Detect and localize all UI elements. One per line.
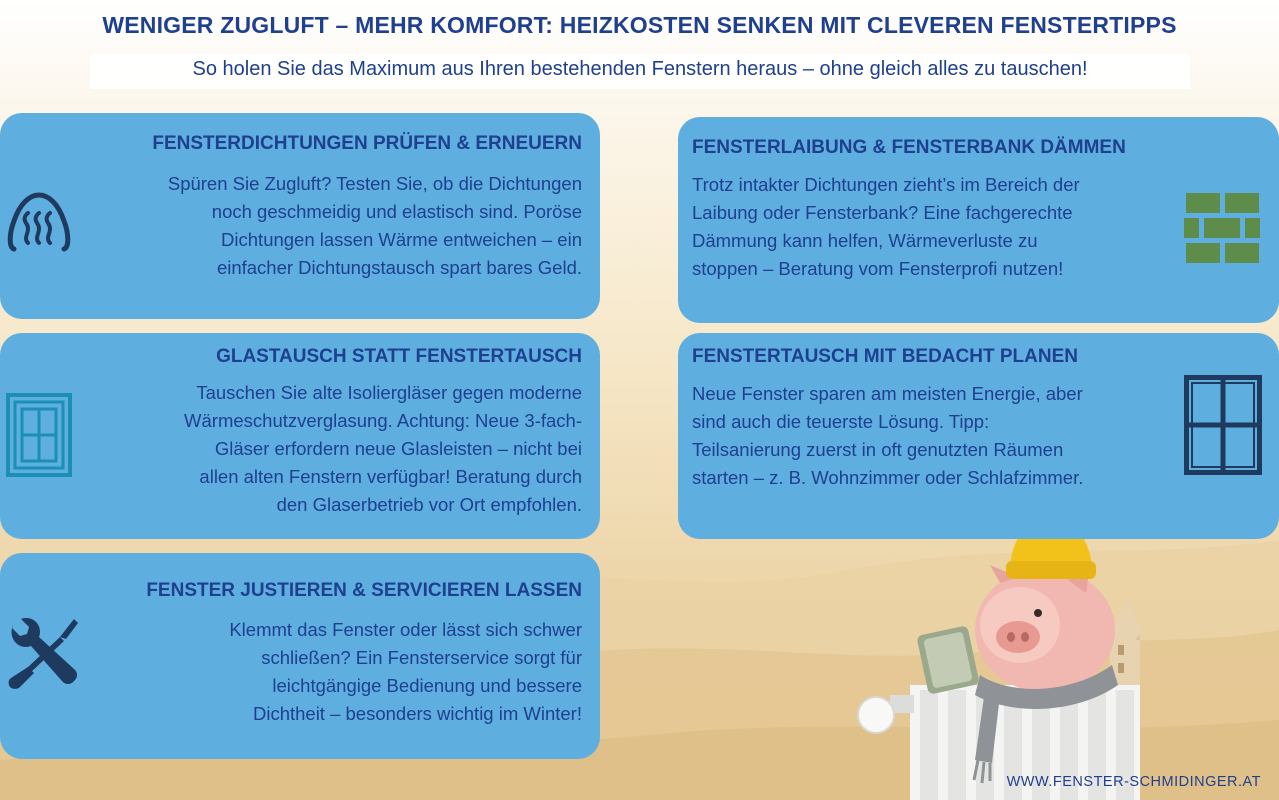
card-text-line: Laibung oder Fensterbank? Eine fachgerechte <box>692 202 1073 223</box>
card-justieren <box>0 553 600 759</box>
card-text-line: starten – z. B. Wohnzimmer oder Schlafzimmer. <box>692 467 1084 488</box>
card-laibung <box>678 117 1279 323</box>
brick-wall-icon <box>1184 191 1262 267</box>
tools-icon <box>8 615 80 691</box>
heat-waves-icon <box>6 191 72 253</box>
card-text-line: Tauschen Sie alte Isoliergläser gegen moderne <box>196 382 582 403</box>
card-text-line: Gläser erfordern neue Glasleisten – nicht bei <box>214 438 582 459</box>
card-text-line: Dichtheit – besonders wichtig im Winter! <box>252 703 582 724</box>
website-link[interactable]: WWW.FENSTER-SCHMIDINGER.AT <box>1006 774 1261 790</box>
card-title: FENSTERTAUSCH MIT BEDACHT PLANEN <box>692 346 1078 367</box>
card-text <box>692 171 1080 283</box>
card-glastausch <box>0 333 600 539</box>
card-fensterdichtungen <box>0 113 600 319</box>
card-text <box>692 380 1083 492</box>
card-text-line: Neue Fenster sparen am meisten Energie, aber <box>692 383 1083 404</box>
card-text-line: Trotz intakter Dichtungen zieht’s im Bereich der <box>692 174 1080 195</box>
card-title: FENSTERLAIBUNG & FENSTERBANK DÄMMEN <box>692 137 1126 158</box>
card-text <box>168 170 582 282</box>
card-text-line: leichtgängige Bedienung und bessere <box>272 675 582 696</box>
card-text-line: stoppen – Beratung vom Fensterprofi nutzen! <box>692 258 1064 279</box>
window-frame-icon <box>1184 375 1262 475</box>
card-text-line: Dämmung kann helfen, Wärmeverluste zu <box>692 230 1038 251</box>
wooden-houses <box>1110 600 1140 685</box>
card-text-line: Spüren Sie Zugluft? Testen Sie, ob die Dichtungen <box>167 173 582 194</box>
card-text <box>229 616 582 728</box>
page-title: WENIGER ZUGLUFT – MEHR KOMFORT: HEIZKOSTEN SENKEN MIT CLEVEREN FENSTERTIPPS <box>102 12 1177 38</box>
window-icon <box>6 393 72 477</box>
piggy-bank-illustration <box>850 495 1140 800</box>
card-title: FENSTERDICHTUNGEN PRÜFEN & ERNEUERN <box>152 133 582 154</box>
money-roll <box>916 625 979 695</box>
card-text-line: den Glaserbetrieb vor Ort empfohlen. <box>276 494 582 515</box>
card-text-line: sind auch die teuerste Lösung. Tipp: <box>692 411 990 432</box>
card-fenstertausch <box>678 333 1279 539</box>
card-text-line: allen alten Fenstern verfügbar! Beratung durch <box>199 466 582 487</box>
card-text-line: noch geschmeidig und elastisch sind. Poröse <box>211 201 582 222</box>
card-text-line: Klemmt das Fenster oder lässt sich schwer <box>229 619 582 640</box>
page-subtitle: So holen Sie das Maximum aus Ihren bestehenden Fenstern heraus – ohne gleich alles zu tauschen! <box>90 54 1190 89</box>
card-text-line: Dichtungen lassen Wärme entweichen – ein <box>221 229 582 250</box>
card-title: FENSTER JUSTIEREN & SERVICIEREN LASSEN <box>146 580 582 601</box>
card-text-line: Wärmeschutzverglasung. Achtung: Neue 3-fach- <box>184 410 582 431</box>
card-text <box>184 379 582 519</box>
card-text-line: einfacher Dichtungstausch spart bares Geld. <box>216 257 582 278</box>
card-title: GLASTAUSCH STATT FENSTERTAUSCH <box>216 346 582 367</box>
card-text-line: schließen? Ein Fensterservice sorgt für <box>261 647 582 668</box>
card-text-line: Teilsanierung zuerst in oft genutzten Räumen <box>692 439 1064 460</box>
